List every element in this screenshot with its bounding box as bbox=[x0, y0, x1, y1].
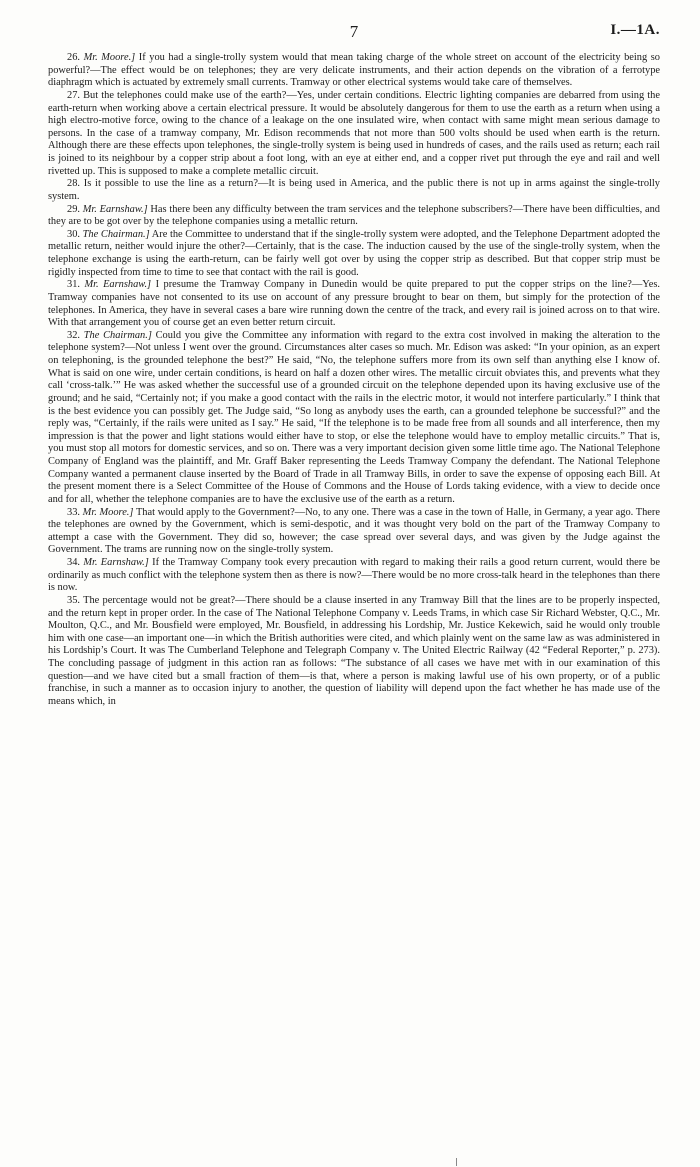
paragraph-33 bbox=[48, 507, 660, 558]
speaker: The Chairman.] bbox=[82, 228, 150, 240]
paragraph-31 bbox=[48, 279, 660, 330]
paragraph-number: 32. bbox=[67, 329, 80, 341]
paragraph-27 bbox=[48, 90, 660, 178]
paragraph-text: If you had a single-trolly system would that mean taking charge of the whole street on account of the electricity being so powerful?—The effect would be on telephones; they are very delicate instruments, and their action depends on the vibration of a ferrotype diaphragm which is actuated by extremely small currents. Tramway or other electrical systems would take care of themselves. bbox=[48, 52, 660, 89]
paragraph-34 bbox=[48, 557, 660, 595]
paragraph-text: If the Tramway Company took every precaution with regard to making their rails a good return current, would there be ordinarily as much conflict with the telephone system then as there is now?—There would be no more cross-talk heard in the telephones than there is now. bbox=[48, 557, 660, 594]
paragraph-number: 31. bbox=[67, 279, 80, 291]
paragraph-text: Could you give the Committee any information with regard to the extra cost involved in making the alteration to the telephone system?—Not unless I went over the ground. Circumstances alter cases so much. Mr. Edison was asked: “In your opinion, as an expert on telephoning, is the grounded telephone the best?” He said, “No, the telephone suffers more from its own self than anything else I know of. What is said on one wire, under certain conditions, is heard on half a dozen other wires. The metallic circuit obviates this, and prevents what they call ‘cross-talk.’” He was asked whether the successful use of a grounded circuit on the telephone depended upon its having exclusive use of the ground; and he said, “Certainly not; if you make a good contact with the rails in the electric motor, it would not interfere particularly.” I think that is the best evidence you can possibly get. The Judge said, “So long as anybody uses the earth, can a grounded telephone be successful?” and the reply was, “Certainly, if the rails were united as I say.” He said, “If the telephone is to be made free from all sounds and all interference, then my impression is that the power and light stations would either have to stop, or else the telephone would have to employ metallic circuits.” That is, you must stop all motors for domestic services, and so on. There was a very important decision given some little time ago. The National Telephone Company of England was the plaintiff, and Mr. Graff Baker representing the Leeds Tramway Company the defendant. The National Telephone Company wanted a permanent clause inserted by the Board of Trade in all Tramway Bills, in order to save the expense of opposing each Bill. At the present moment there is a Select Committee of the House of Commons and the House of Lords taking evidence, with a view to decide once and for all, whether the telephone companies are to have the exclusive use of the earth as a return. bbox=[48, 329, 660, 505]
paragraph-number: 30. bbox=[67, 228, 80, 240]
paragraph-number: 26. bbox=[67, 52, 80, 63]
paragraph-text: Is it possible to use the line as a return?—It is being used in America, and the public there is not up in arms against the single-trolly system. bbox=[48, 178, 660, 202]
paragraph-32 bbox=[48, 330, 660, 507]
page-number: 7 bbox=[349, 22, 359, 41]
paragraph-text: The percentage would not be great?—There should be a clause inserted in any Tramway Bill that the lines are to be properly inspected, and the return kept in proper order. In the case of The National Telephone Company v. Leeds Trams, in which case Sir Richard Webster, Q.C., Mr. Moulton, Q.C., and Mr. Bousfield were employed, Mr. Bousfield, in addressing his Lordship, Mr. Justice Kekewich, said he would only trouble him with one case—an important one—in which the British authorities were cited, and which plainly went on the same law as was administered in his Lordship’s Court. It was The Cumberland Telephone and Telegraph Company v. The United Electric Railway (42 “Federal Reporter,” p. 273). The concluding passage of judgment in this action ran as follows: “The substance of all cases we have met with in our examination of this question—and we have cited but a small fraction of them—is that, where a person is making lawful use of his own property, or of a public franchise, in such a manner as to occasion injury to another, the question of liability will depend upon the fact whether he has made use of the means which, in bbox=[48, 594, 660, 707]
speaker: Mr. Moore.] bbox=[82, 506, 134, 518]
paragraph-number: 35. bbox=[67, 594, 80, 606]
paragraph-text: But the telephones could make use of the earth?—Yes, under certain conditions. Electric lighting companies are debarred from using the earth-return when working above a certain electrical pressure. It would be absolutely dangerous for them to use the earth as a return when using a high electro-motive force, owing to the chance of a leakage on the one insulated wire, when contact with same might mean serious damage to persons. In the case of a tramway company, Mr. Edison recommends that not more than 500 volts should be used when earth is the return. Although there are these effects upon telephones, the single-trolly system is being used in hundreds of cases, and the rails used as return; each rail is joined to its neighbour by a copper strip about a foot long, with an eye at either end, and a copper rivet put through the eye and rail and well rivetted up. This is supposed to make a complete metallic circuit. bbox=[48, 89, 660, 177]
paragraph-number: 27. bbox=[67, 89, 80, 101]
paragraph-number: 28. bbox=[67, 178, 80, 190]
paragraph-number: 34. bbox=[67, 557, 80, 568]
speaker: Mr. Earnshaw.] bbox=[82, 203, 148, 215]
page-header bbox=[48, 22, 660, 48]
speaker: Mr. Moore.] bbox=[83, 52, 136, 63]
page-mark bbox=[456, 1158, 457, 1166]
paragraph-28 bbox=[48, 178, 660, 203]
speaker: Mr. Earnshaw.] bbox=[84, 279, 152, 291]
speaker: The Chairman.] bbox=[83, 329, 152, 341]
paragraph-26 bbox=[48, 52, 660, 90]
speaker: Mr. Earnshaw.] bbox=[83, 557, 149, 568]
evidence-text bbox=[48, 52, 660, 709]
paragraph-text: Are the Committee to understand that if the single-trolly system were adopted, and the Telephone Department adopted the metallic return, neither would injure the other?—Certainly, that is the case. The induction caused by the use of the single-trolly system, when the telephone exchange is using the earth-return, can be fairly well got over by using the copper strip as described. But that copper strip must be rigidly inspected from time to time to see that contact with the rail is good. bbox=[48, 228, 660, 278]
paragraph-text: Has there been any difficulty between the tram services and the telephone subscribers?—There have been difficulties, and they are to be got over by the telephone companies using a metallic return. bbox=[48, 203, 660, 228]
paragraph-29 bbox=[48, 204, 660, 229]
paragraph-30 bbox=[48, 229, 660, 280]
document-reference: I.—1A. bbox=[610, 22, 660, 38]
paragraph-number: 29. bbox=[67, 203, 80, 215]
paragraph-35 bbox=[48, 595, 660, 709]
paragraph-number: 33. bbox=[67, 506, 80, 518]
paragraph-text: That would apply to the Government?—No, to any one. There was a case in the town of Halle, in Germany, a year ago. There the telephones are owned by the Government, which is semi-despotic, and it was thought very bold on the part of the Tramway Company to attempt a case with the Government. They did so, however; the case spread over several days, and was given by the Judge against the Government. The trams are running now on the single-trolly system. bbox=[48, 506, 660, 556]
paragraph-text: I presume the Tramway Company in Dunedin would be quite prepared to put the copper strips on the line?—Yes. Tramway companies have not consented to its use on account of any pressure brought to bear on them, but simply for the protection of the telephones. In America, they have in several cases a bare wire running down the centre of the track, and every rail is joined across on to that wire. With that arrangement you of course get an even better return circuit. bbox=[48, 279, 660, 329]
